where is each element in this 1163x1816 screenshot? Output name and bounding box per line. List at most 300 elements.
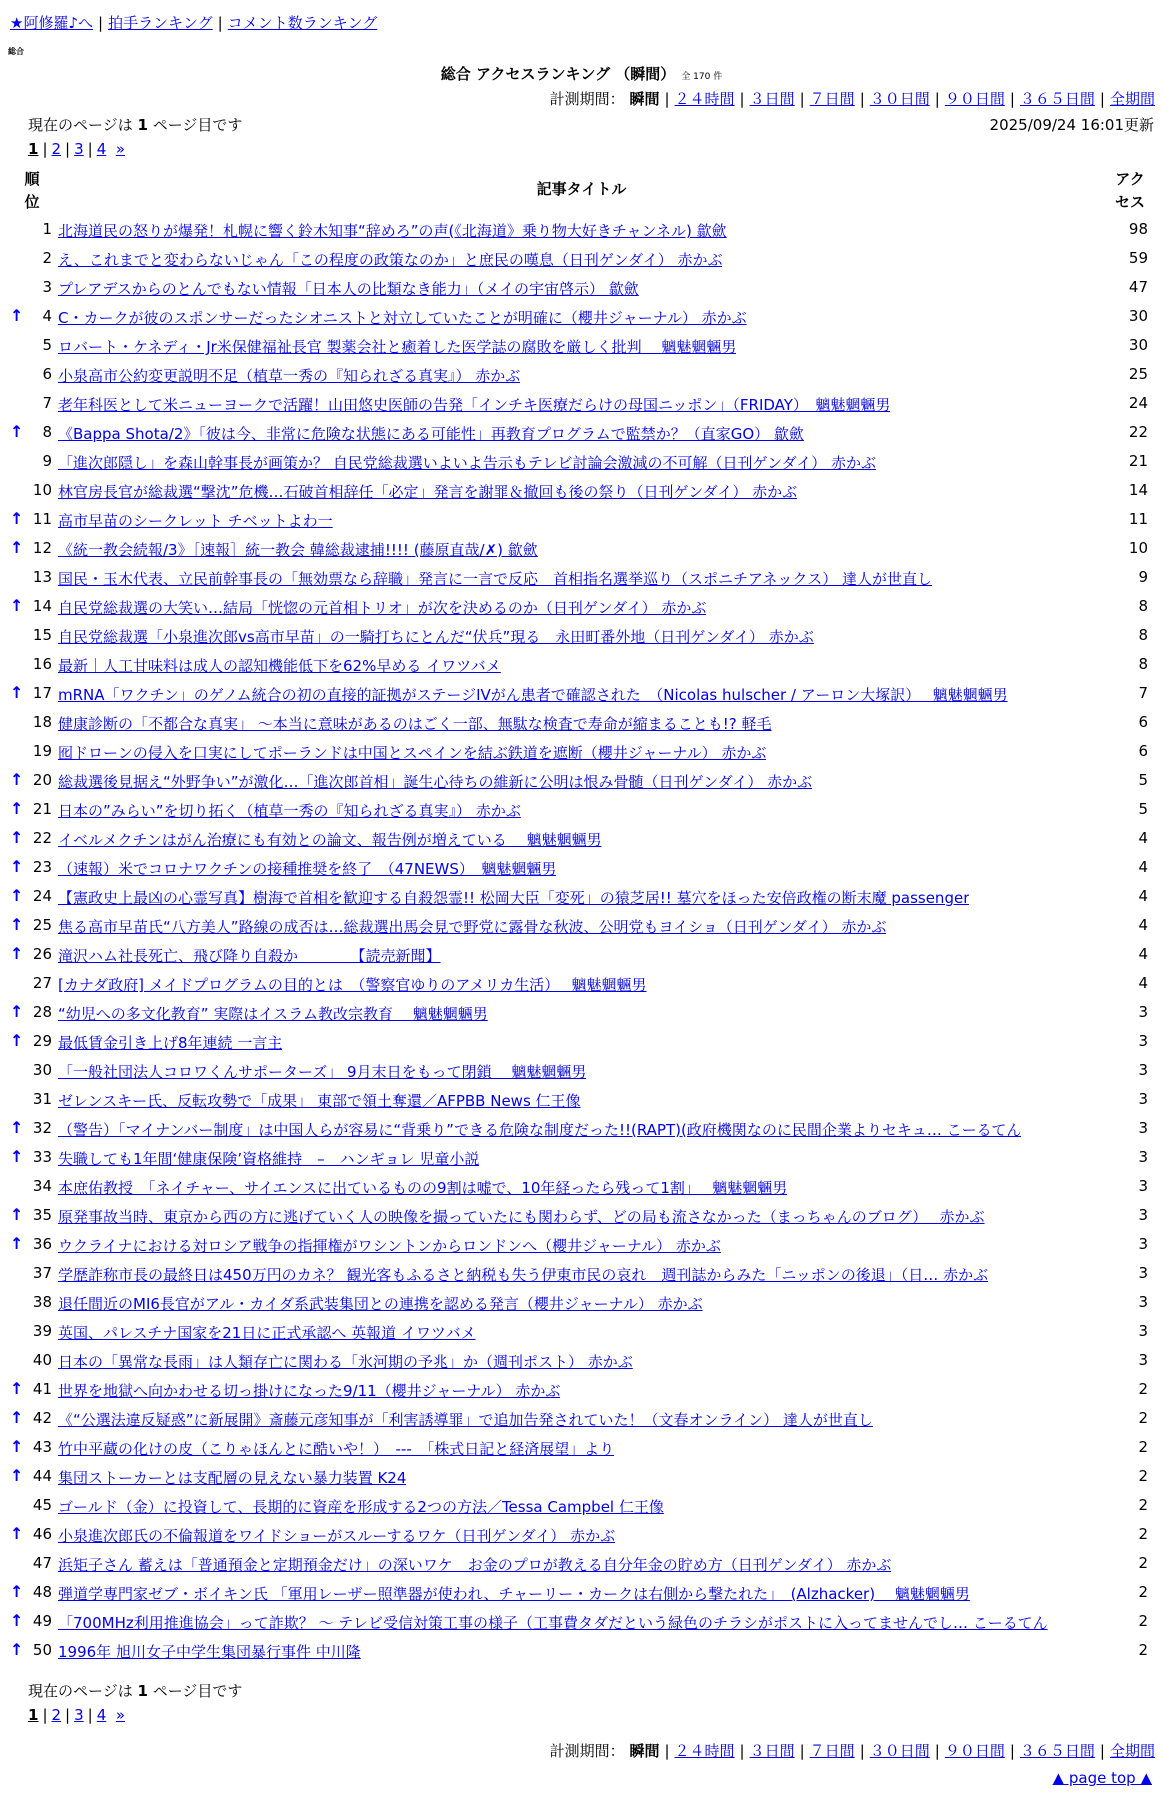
access-count: 4 [1138,974,1148,992]
article-title-link[interactable]: 「一般社団法人コロワくんサポーターズ」 9月末日をもって閉鎖 魑魅魍魎男 [58,1063,587,1081]
rank-number: 24 [32,887,52,905]
table-row [0,1233,1163,1262]
article-title-link[interactable]: 本庶佑教授 「ネイチャー、サイエンスに出ているものの9割は嘘で、10年経ったら残って1割」 魑魅魍魎男 [58,1179,788,1197]
rank-number: 1 [42,220,52,238]
separator: | [799,1742,805,1760]
up-arrow-icon: ↑ [10,1611,24,1630]
page-info-bottom [28,1680,242,1701]
table-row [0,1610,1163,1639]
up-arrow-icon: ↑ [10,1408,24,1427]
access-count: 7 [1138,684,1148,702]
article-title-link[interactable]: 退任間近のMI6長官がアル・カイダ系武装集団との連携を認める発言（櫻井ジャーナル） 赤かぶ [58,1295,703,1313]
separator: | [934,1742,940,1760]
page-next-link[interactable]: » [115,140,125,158]
top-nav [10,12,377,33]
article-title-link[interactable]: 日本の”みらい”を切り拓く（植草一秀の『知られざる真実』） 赤かぶ [58,802,521,820]
period-link-3d[interactable]: ３日間 [749,1742,795,1760]
access-count: 2 [1138,1525,1148,1543]
rank-number: 35 [32,1206,52,1224]
period-link-7d[interactable]: ７日間 [809,1742,855,1760]
separator: | [87,140,93,158]
rank-number: 8 [42,423,52,441]
table-row [0,682,1163,711]
access-count: 4 [1138,945,1148,963]
access-count: 8 [1138,655,1148,673]
link-asyura[interactable]: ★阿修羅♪へ [10,14,94,32]
column-header-access: アク セス [1114,170,1145,211]
access-count: 2 [1138,1409,1148,1427]
article-title-link[interactable]: 世界を地獄へ向かわせる切っ掛けになった9/11（櫻井ジャーナル） 赤かぶ [58,1382,561,1400]
page-link-4[interactable]: 4 [96,1706,107,1724]
table-row [0,1436,1163,1465]
access-count: 22 [1128,423,1148,441]
table-row [0,566,1163,595]
rank-number: 22 [32,829,52,847]
table-row [0,421,1163,450]
column-header-title: 記事タイトル [536,180,627,198]
rank-number: 28 [32,1003,52,1021]
article-title-link[interactable]: 国民・玉木代表、立民前幹事長の「無効票なら辞職」発言に一言で反応 首相指名選挙巡り（スポニチアネックス） 達人が世直し [58,570,933,588]
access-count: 2 [1138,1641,1148,1659]
access-count: 3 [1138,1293,1148,1311]
access-count: 4 [1138,887,1148,905]
period-label: 計測期間： [549,90,625,108]
separator: | [1009,1742,1015,1760]
article-title-link[interactable]: 自民党総裁選の大笑い…結局「恍惚の元首相トリオ」が次を決めるのか（日刊ゲンダイ） 赤かぶ [58,599,707,617]
article-title-link[interactable]: 滝沢ハム社長死亡、飛び降り自殺か 【読売新聞】 [58,947,441,965]
up-arrow-icon: ↑ [10,886,24,905]
up-arrow-icon: ↑ [10,857,24,876]
separator: | [217,14,223,32]
article-title-link[interactable]: 学歴詐称市長の最終日は450万円のカネ？ 観光客もふるさと納税も失う伊東市民の哀れ 週刊誌からみた「ニッポンの後退」（日… 赤かぶ [58,1266,989,1284]
access-count: 2 [1138,1583,1148,1601]
separator: | [42,140,48,158]
up-arrow-icon: ↑ [10,1031,24,1050]
access-count: 8 [1138,597,1148,615]
article-title-link[interactable]: 《Bappa Shota/2》「彼は今、非常に危険な状態にある可能性」再教育プログラムで監禁か？（直家GO） 歙歛 [58,425,804,443]
up-arrow-icon: ↑ [10,422,24,441]
rank-number: 47 [32,1554,52,1572]
article-title-link[interactable]: プレアデスからのとんでもない情報「日本人の比類なき能力」（メイの宇宙啓示） 歙歛 [58,280,639,298]
access-count: 2 [1138,1554,1148,1572]
table-row [0,334,1163,363]
rank-number: 19 [32,742,52,760]
link-comment-ranking[interactable]: コメント数ランキング [227,14,378,32]
access-count: 3 [1138,1264,1148,1282]
table-row [0,537,1163,566]
article-title-link[interactable]: 自民党総裁選「小泉進次郎vs高市早苗」の一騎打ちにとんだ“伏兵”現る 永田町番外地（日刊ゲンダイ） 赤かぶ [58,628,814,646]
separator: | [1099,90,1105,108]
rank-number: 13 [32,568,52,586]
up-arrow-icon: ↑ [10,509,24,528]
article-title-link[interactable]: 総裁選後見据え“外野争い”が激化…「進次郎首相」誕生心待ちの維新に公明は恨み骨髄（日刊ゲンダイ） 赤かぶ [58,773,813,791]
rank-number: 29 [32,1032,52,1050]
period-link-30d[interactable]: ３０日間 [869,90,930,108]
access-count: 25 [1128,365,1148,383]
table-row [0,392,1163,421]
table-row [0,769,1163,798]
table-row [0,711,1163,740]
page-info-number: 1 [137,1682,148,1700]
period-link-7d[interactable]: ７日間 [809,90,855,108]
table-row [0,1320,1163,1349]
rank-number: 27 [32,974,52,992]
rank-number: 31 [32,1090,52,1108]
access-count: 6 [1138,713,1148,731]
rank-number: 40 [32,1351,52,1369]
page-link-3[interactable]: 3 [74,140,84,158]
rank-number: 15 [32,626,52,644]
period-selector-top [550,88,1155,109]
access-count: 98 [1128,220,1148,238]
table-row [0,450,1163,479]
access-count: 5 [1138,771,1148,789]
up-arrow-icon: ↑ [10,770,24,789]
article-title-link[interactable]: 最新｜人工甘味料は成人の認知機能低下を62%早める イワツバメ [58,657,501,675]
article-title-link[interactable]: 北海道民の怒りが爆発！札幌に響く鈴木知事“辞めろ”の声(《北海道》乗り物大好きチャンネル) 歙歛 [58,222,727,240]
access-count: 4 [1138,916,1148,934]
period-link-24h[interactable]: ２４時間 [674,1742,735,1760]
table-row [0,1059,1163,1088]
period-link-90d[interactable]: ９０日間 [944,1742,1005,1760]
article-title-link[interactable]: 焦る高市早苗氏“八方美人”路線の成否は…総裁選出馬会見で野党に露骨な秋波、公明党もヨイショ（日刊ゲンダイ） 赤かぶ [58,918,887,936]
rank-number: 23 [32,858,52,876]
article-title-link[interactable]: 小泉高市公約変更説明不足（植草一秀の『知られざる真実』） 赤かぶ [58,367,521,385]
table-row [0,1117,1163,1146]
table-row [0,1175,1163,1204]
rank-number: 30 [32,1061,52,1079]
rank-number: 26 [32,945,52,963]
article-title-link[interactable]: 老年科医として米ニューヨークで活躍！山田悠史医師の告発「インチキ医療だらけの母国ニッポン」（FRIDAY） 魑魅魍魎男 [58,396,891,414]
access-count: 3 [1138,1032,1148,1050]
article-title-link[interactable]: 最低賃金引き上げ8年連続 一言主 [58,1034,283,1052]
separator: | [98,14,104,32]
up-arrow-icon: ↑ [10,1437,24,1456]
column-header-rank: 順 位 [24,170,40,211]
page-info-suffix: ページ目です [152,1682,243,1700]
period-link-30d[interactable]: ３０日間 [869,1742,930,1760]
table-row [0,595,1163,624]
access-count: 8 [1138,626,1148,644]
updated-timestamp: 2025/09/24 16:01更新 [989,116,1154,134]
article-title-link[interactable]: 日本の「異常な長雨」は人類存亡に関わる「氷河期の予兆」か（週刊ポスト） 赤かぶ [58,1353,633,1371]
access-count: 3 [1138,1119,1148,1137]
article-title-link[interactable]: ゴールド（金）に投資して、長期的に資産を形成する2つの方法／Tessa Campbel 仁王像 [58,1498,664,1516]
separator: | [87,1706,93,1724]
up-arrow-icon: ↑ [10,915,24,934]
table-row [0,914,1163,943]
period-selector-bottom [550,1740,1155,1761]
table-row [0,1349,1163,1378]
article-title-link[interactable]: （速報）米でコロナワクチンの接種推奨を終了 （47NEWS） 魑魅魍魎男 [58,860,557,878]
table-row [0,1523,1163,1552]
period-current: 瞬間 [629,90,660,108]
separator: | [859,1742,865,1760]
rank-number: 50 [32,1641,52,1659]
table-row [0,943,1163,972]
separator: | [1099,1742,1105,1760]
article-title-link[interactable]: ロバート・ケネディ・Jr米保健福祉長官 製薬会社と癒着した医学誌の腐敗を厳しく批判 魑魅魍魎男 [58,338,737,356]
access-count: 4 [1138,858,1148,876]
table-row [0,1030,1163,1059]
table-row [0,798,1163,827]
table-row [0,653,1163,682]
article-title-link[interactable]: C・カークが彼のスポンサーだったシオニストと対立していたことが明確に（櫻井ジャーナル） 赤かぶ [58,309,747,327]
up-arrow-icon: ↑ [10,1205,24,1224]
page-info-number: 1 [137,116,148,134]
access-count: 3 [1138,1235,1148,1253]
rank-number: 21 [32,800,52,818]
article-title-link[interactable]: 1996年 旭川女子中学生集団暴行事件 中川隆 [58,1643,361,1661]
period-current: 瞬間 [629,1742,660,1760]
table-row [0,1639,1163,1668]
access-count: 24 [1128,394,1148,412]
article-title-link[interactable]: 健康診断の「不都合な真実」 ～本当に意味があるのはごく一部、無駄な検査で寿命が縮まることも!? 軽毛 [58,715,772,733]
access-count: 3 [1138,1090,1148,1108]
up-arrow-icon: ↑ [10,683,24,702]
table-row [0,479,1163,508]
up-arrow-icon: ↑ [10,1002,24,1021]
access-count: 3 [1138,1206,1148,1224]
table-row [0,856,1163,885]
rank-number: 36 [32,1235,52,1253]
rank-number: 16 [32,655,52,673]
up-arrow-icon: ↑ [10,1582,24,1601]
separator: | [65,1706,71,1724]
table-row [0,1146,1163,1175]
access-count: 2 [1138,1438,1148,1456]
up-arrow-icon: ↑ [10,596,24,615]
page-info-prefix: 現在のページは [28,1682,133,1700]
up-arrow-icon: ↑ [10,538,24,557]
table-row [0,1088,1163,1117]
rank-number: 7 [42,394,52,412]
rank-number: 44 [32,1467,52,1485]
article-title-link[interactable]: 浜矩子さん 蓄えは「普通預金と定期預金だけ」の深いワケ お金のプロが教える自分年金の貯め方（日刊ゲンダイ） 赤かぶ [58,1556,892,1574]
table-row [0,276,1163,305]
page-link-2[interactable]: 2 [51,1706,62,1724]
access-count: 5 [1138,800,1148,818]
rank-number: 37 [32,1264,52,1282]
access-count: 30 [1128,307,1148,325]
rank-number: 10 [32,481,52,499]
rank-number: 46 [32,1525,52,1543]
access-count: 3 [1138,1148,1148,1166]
access-count: 11 [1128,510,1148,528]
up-arrow-icon: ↑ [10,1147,24,1166]
article-title-link[interactable]: 小泉進次郎氏の不倫報道をワイドショーがスルーするワケ（日刊ゲンダイ） 赤かぶ [58,1527,616,1545]
article-title-link[interactable]: 高市早苗のシークレット チベットよわ一 [58,512,333,530]
article-title-link[interactable]: 「進次郎隠し」を森山幹事長が画策か？ 自民党総裁選いよいよ告示もテレビ討論会激減の不可解（日刊ゲンダイ） 赤かぶ [58,454,877,472]
access-count: 6 [1138,742,1148,760]
rank-number: 43 [32,1438,52,1456]
access-count: 3 [1138,1322,1148,1340]
page-link-2[interactable]: 2 [51,140,62,158]
table-row [0,885,1163,914]
table-row [0,1001,1163,1030]
up-arrow-icon: ↑ [10,944,24,963]
rank-number: 49 [32,1612,52,1630]
up-arrow-icon: ↑ [10,1118,24,1137]
rank-number: 14 [32,597,52,615]
rank-number: 12 [32,539,52,557]
rank-number: 25 [32,916,52,934]
table-row [0,305,1163,334]
period-link-365d[interactable]: ３６５日間 [1019,90,1095,108]
up-arrow-icon: ↑ [10,1466,24,1485]
up-arrow-icon: ↑ [10,306,24,325]
access-count: 9 [1138,568,1148,586]
rank-number: 4 [42,307,52,325]
article-title-link[interactable]: 【憲政史上最凶の心霊写真】樹海で首相を歓迎する自殺怨霊!! 松岡大臣「変死」の猿芝居!! 墓穴をほった安倍政権の断末魔 passenger [58,889,970,907]
table-row [0,1581,1163,1610]
period-link-all[interactable]: 全期間 [1109,1742,1155,1760]
separator: | [42,1706,48,1724]
rank-number: 41 [32,1380,52,1398]
article-title-link[interactable]: 囮ドローンの侵入を口実にしてポーランドは中国とスペインを結ぶ鉄道を遮断（櫻井ジャーナル） 赤かぶ [58,744,767,762]
separator: | [799,90,805,108]
separator: | [739,90,745,108]
up-arrow-icon: ↑ [10,799,24,818]
article-title-link[interactable]: 英国、パレスチナ国家を21日に正式承認へ 英報道 イワツバメ [58,1324,476,1342]
rank-number: 2 [42,249,52,267]
article-title-link[interactable]: [カナダ政府] メイドプログラムの目的とは （警察官ゆりのアメリカ生活） 魑魅魍魎男 [58,976,647,994]
table-row [0,1262,1163,1291]
rank-number: 34 [32,1177,52,1195]
article-title-link[interactable]: え、これまでと変わらないじゃん「この程度の政策なのか」と庶民の嘆息（日刊ゲンダイ） 赤かぶ [58,251,723,269]
access-count: 3 [1138,1177,1148,1195]
access-count: 47 [1128,278,1148,296]
rank-number: 6 [42,365,52,383]
page-title [0,63,1163,84]
rank-number: 20 [32,771,52,789]
table-row [0,972,1163,1001]
rank-number: 3 [42,278,52,296]
article-title-link[interactable]: 《統一教会続報/3》［速報］統一教会 韓総裁逮捕!!!! (藤原直哉/✗) 歙歛 [58,541,538,559]
article-title-link[interactable]: 集団ストーカーとは支配層の見えない暴力装置 K24 [58,1469,407,1487]
rank-number: 39 [32,1322,52,1340]
table-row [0,1407,1163,1436]
access-count: 30 [1128,336,1148,354]
ranking-title: 総合 アクセスランキング （瞬間） [440,65,676,83]
category-label: 総合 [8,47,24,56]
article-title-link[interactable]: mRNA「ワクチン」のゲノム統合の初の直接的証拠がステージIVがん患者で確認された （Nicolas hulscher / アーロン大塚訳） 魑魅魍魎男 [58,686,1008,704]
access-count: 2 [1138,1467,1148,1485]
page-link-3[interactable]: 3 [74,1706,84,1724]
pagination-top [28,140,125,158]
rank-number: 5 [42,336,52,354]
period-link-90d[interactable]: ９０日間 [944,90,1005,108]
rank-number: 9 [42,452,52,470]
total-count: 全 170 件 [681,72,723,82]
up-arrow-icon: ↑ [10,1524,24,1543]
article-title-link[interactable]: イベルメクチンはがん治療にも有効との論文、報告例が増えている 魑魅魍魎男 [58,831,602,849]
rank-number: 45 [32,1496,52,1514]
period-link-all[interactable]: 全期間 [1109,90,1155,108]
access-count: 21 [1128,452,1148,470]
article-title-link[interactable]: 《“公選法違反疑惑”に新展開》斎藤元彦知事が「利害誘導罪」で追加告発されていた！（文春オンライン） 達人が世直し [58,1411,873,1429]
rank-number: 42 [32,1409,52,1427]
article-title-link[interactable]: 失職しても1年間‘健康保険’資格維持 – ハンギョレ 児童小説 [58,1150,480,1168]
access-count: 3 [1138,1003,1148,1021]
table-row [0,740,1163,769]
article-title-link[interactable]: 林官房長官が総裁選“撃沈”危機…石破首相辞任「必定」発言を謝罪＆撤回も後の祭り（日刊ゲンダイ） 赤かぶ [58,483,798,501]
article-title-link[interactable]: ゼレンスキー氏、反転攻勢で「成果」 東部で領土奪還／AFPBB News 仁王像 [58,1092,581,1110]
period-label: 計測期間： [549,1742,625,1760]
table-row [0,247,1163,276]
link-clap-ranking[interactable]: 拍手ランキング [108,14,213,32]
pagination-bottom [28,1706,125,1724]
table-row [0,624,1163,653]
period-link-365d[interactable]: ３６５日間 [1019,1742,1095,1760]
table-row [0,363,1163,392]
up-arrow-icon: ↑ [10,1640,24,1659]
rank-number: 32 [32,1119,52,1137]
rank-number: 18 [32,713,52,731]
up-arrow-icon: ↑ [10,828,24,847]
table-row [0,827,1163,856]
period-link-3d[interactable]: ３日間 [749,90,795,108]
page-info-suffix: ページ目です [152,116,243,134]
article-title-link[interactable]: 原発事故当時、東京から西の方に逃げていく人の映像を撮っていたにも関わらず、どの局も流さなかった（まっちゃんのブログ） 赤かぶ [58,1208,985,1226]
access-count: 59 [1128,249,1148,267]
table-row [0,508,1163,537]
access-count: 4 [1138,829,1148,847]
article-title-link[interactable]: （警告）「マイナンバー制度」は中国人らが容易に“背乗り”できる危険な制度だった!!(RAPT)(政府機関なのに民間企業よりセキュ… こーるてん [58,1121,1022,1139]
access-count: 3 [1138,1061,1148,1079]
separator: | [934,90,940,108]
table-row [0,1291,1163,1320]
page-next-link[interactable]: » [115,1706,125,1724]
page-link-4[interactable]: 4 [96,140,107,158]
separator: | [664,1742,670,1760]
access-count: 3 [1138,1351,1148,1369]
rank-number: 33 [32,1148,52,1166]
rank-number: 48 [32,1583,52,1601]
page-info-top [28,114,242,135]
separator: | [859,90,865,108]
page-current: 1 [28,140,39,158]
article-title-link[interactable]: ウクライナにおける対ロシア戦争の指揮権がワシントンからロンドンへ（櫻井ジャーナル） 赤かぶ [58,1237,721,1255]
table-row [0,1552,1163,1581]
article-title-link[interactable]: 「700MHz利用推進協会」って詐欺？ ～ テレビ受信対策工事の様子（工事費タダだという緑色のチラシがポストに入ってませんでし… こーるてん [58,1614,1048,1632]
table-row [0,1465,1163,1494]
access-count: 2 [1138,1612,1148,1630]
article-title-link[interactable]: “幼児への多文化教育” 実際はイスラム教改宗教育 魑魅魍魎男 [58,1005,488,1023]
separator: | [65,140,71,158]
table-row [0,1204,1163,1233]
period-link-24h[interactable]: ２４時間 [674,90,735,108]
article-title-link[interactable]: 竹中平蔵の化けの皮（こりゃほんとに酷いや！） --- 「株式日記と経済展望」より [58,1440,615,1458]
rank-number: 38 [32,1293,52,1311]
up-arrow-icon: ↑ [10,1234,24,1253]
article-title-link[interactable]: 弾道学専門家ゼブ・ボイキン氏 「軍用レーザー照準器が使われ、チャーリー・カークは右側から撃たれた」 (Alzhacker) 魑魅魍魎男 [58,1585,970,1603]
ranking-table [0,218,1163,1668]
access-count: 10 [1128,539,1148,557]
table-row [0,1378,1163,1407]
access-count: 14 [1128,481,1148,499]
separator: | [664,90,670,108]
page-info-prefix: 現在のページは [28,116,133,134]
rank-number: 11 [32,510,52,528]
up-arrow-icon: ↑ [10,1379,24,1398]
page-top-link[interactable]: ▲ page top ▲ [1052,1769,1152,1787]
table-row [0,1494,1163,1523]
page-current: 1 [28,1706,39,1724]
table-row [0,218,1163,247]
access-count: 2 [1138,1496,1148,1514]
rank-number: 17 [32,684,52,702]
